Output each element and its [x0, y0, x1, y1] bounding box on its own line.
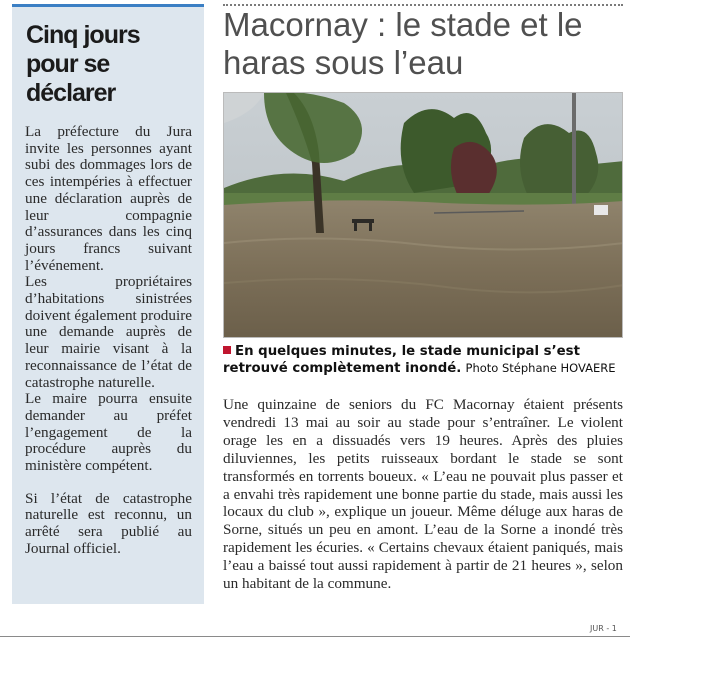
photo-credit: Photo Stéphane HOVAERE — [465, 361, 616, 375]
page-folio: JUR - 1 — [590, 624, 617, 633]
sidebar-title: Cinq jours pour se déclarer — [26, 21, 140, 107]
article-body: Une quinzaine de seniors du FC Macornay étaient présents vendredi 13 mai au soir au stade pour s’entraîner. Le violent orage les en a dissuadés vers 19 heures. Après des pluies diluviennes, les petits ruisseaux bordant le stade se sont transformés en torrents boueux. « L’eau ne pouvait plus passer et a envahi très rapidement une bonne partie du stade, mais aussi les locaux du club », explique un joueur. Même déluge aux haras de Sorne, situés un peu en amont. L’eau de la Sorne a inondé très rapidement les écuries. « Certains chevaux étaient paniqués, mais l’eau a baissé tout aussi rapidement à partir de 21 heures », selon un habitant de la commune. — [223, 396, 623, 593]
caption-marker — [223, 346, 231, 354]
flood-photo-illustration — [224, 93, 623, 338]
sidebar-paragraph: Si l’état de catastrophe naturelle est reconnu, un arrêté sera publié au Journal officiel. — [25, 489, 192, 557]
sidebar-paragraph: La préfecture du Jura invite les personnes ayant subi des dommages lors de ces intempéries à effectuer une déclaration auprès de leur compagnie d’assurances dans les cinq jours francs suivant l’événement. — [25, 123, 192, 274]
page-bottom-rule — [0, 636, 630, 637]
sidebar-paragraph: Les propriétaires d’habitations sinistrées doivent également produire une demande auprès de leur mairie visant à la reconnaissance de l’état de catastrophe naturelle. — [25, 273, 193, 391]
caption-lead: En quelques minutes, le stade municipal s’est retrouvé complètement inondé. — [223, 344, 580, 376]
sidebar-box — [12, 4, 204, 604]
photo-caption — [223, 343, 627, 377]
sidebar-body — [25, 124, 192, 558]
flood-photo — [223, 92, 623, 338]
article-headline: Macornay : le stade et le haras sous l’eau — [223, 6, 583, 81]
sidebar-paragraph: Le maire pourra ensuite demander au préfet l’engagement de la procédure auprès du ministère compétent. — [25, 390, 192, 475]
